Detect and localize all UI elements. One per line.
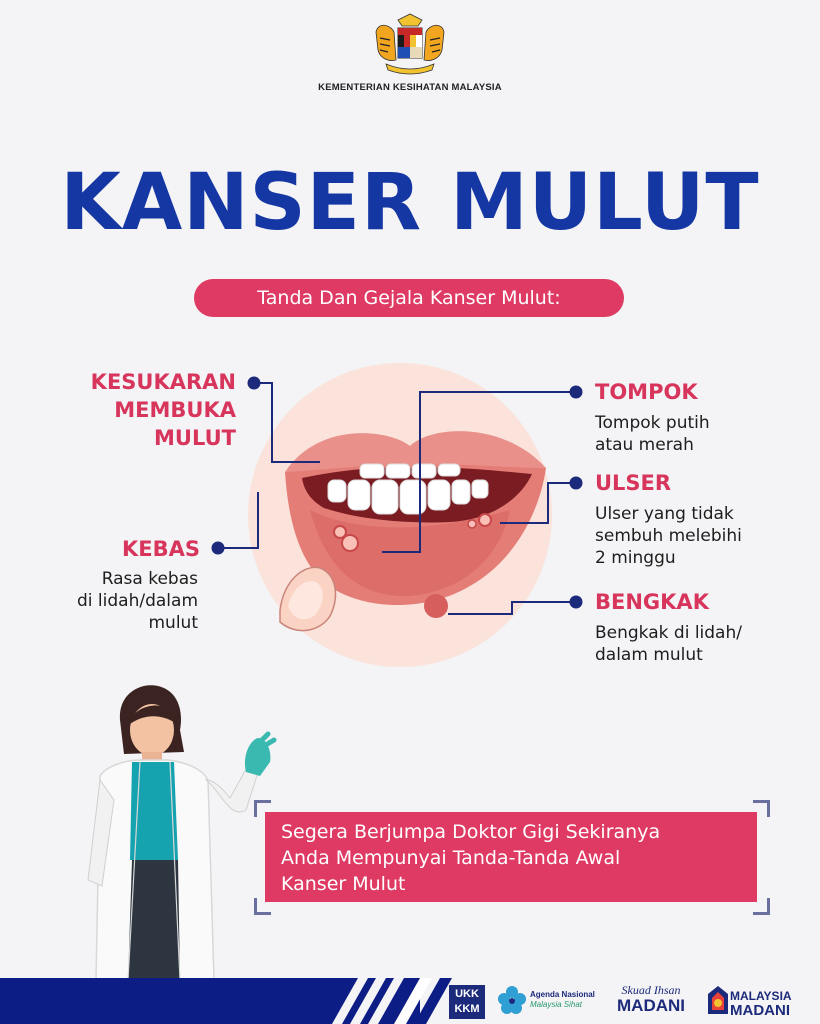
kebas-description: Rasa kebas di lidah/dalam mulut <box>77 569 198 633</box>
kebas-heading: KEBAS <box>121 537 200 561</box>
page-title: KANSER MULUT <box>60 158 760 248</box>
malaysia-madani-emblem-icon <box>706 984 730 1016</box>
ulser-description: Ulser yang tidak sembuh melebihi 2 minggu <box>595 504 742 568</box>
bengkak-heading: BENGKAK <box>595 590 709 614</box>
tompok-marker <box>570 386 583 399</box>
kesukaran-marker <box>248 377 261 390</box>
skuad-ihsan-madani-logo: Skuad Ihsan MADANI <box>617 983 685 1015</box>
ukk-kkm-logo: UKK KKM <box>449 985 485 1019</box>
hibiscus-icon <box>496 984 528 1016</box>
dentist-illustration <box>80 680 280 980</box>
subtitle-pill: Tanda Dan Gejala Kanser Mulut: <box>194 279 624 317</box>
ulser-heading: ULSER <box>595 471 672 495</box>
malaysia-madani-logo: MALAYSIA MADANI <box>730 989 792 1019</box>
bengkak-description: Bengkak di lidah/ dalam mulut <box>595 623 742 665</box>
kesukaran-heading: KESUKARAN MEMBUKA MULUT <box>90 370 236 450</box>
bengkak-marker <box>570 596 583 609</box>
kebas-marker <box>212 542 225 555</box>
cta-message-box: Segera Berjumpa Doktor Gigi Sekiranya Anda Mempunyai Tanda-Tanda Awal Kanser Mulut <box>265 812 757 902</box>
ministry-name: KEMENTERIAN KESIHATAN MALAYSIA <box>318 82 502 93</box>
footer-band <box>0 978 820 1024</box>
tompok-description: Tompok putih atau merah <box>595 413 710 455</box>
ulser-marker <box>570 477 583 490</box>
tompok-heading: TOMPOK <box>595 380 698 404</box>
agenda-nasional-logo: Agenda Nasional Malaysia Sihat <box>530 990 595 1009</box>
